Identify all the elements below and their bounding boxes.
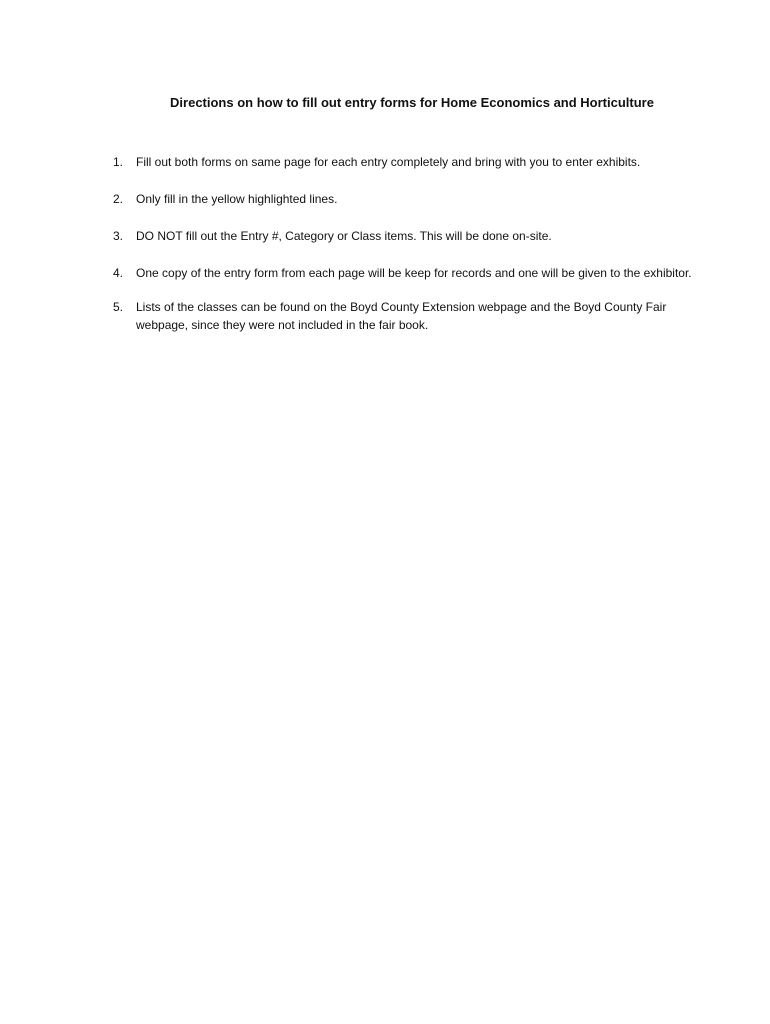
- direction-number: 4.: [113, 266, 124, 280]
- direction-item-2: [108, 190, 698, 208]
- direction-number: 3.: [113, 229, 124, 243]
- direction-number: 5.: [113, 300, 124, 314]
- direction-item-3: [108, 227, 698, 245]
- directions-list: [108, 153, 698, 353]
- direction-number: 1.: [113, 155, 124, 169]
- direction-text: DO NOT fill out the Entry #, Category or Class items. This will be done on-site.: [136, 229, 552, 243]
- direction-text: Only fill in the yellow highlighted lines.: [136, 192, 338, 206]
- direction-item-5: [108, 298, 698, 334]
- document-title: Directions on how to fill out entry forms for Home Economics and Horticulture: [170, 95, 654, 110]
- direction-item-4: [108, 264, 698, 282]
- direction-text: Fill out both forms on same page for each entry completely and bring with you to enter exhibits.: [136, 155, 641, 169]
- direction-item-1: [108, 153, 698, 171]
- direction-text: One copy of the entry form from each page will be keep for records and one will be given to the exhibitor.: [136, 266, 692, 280]
- direction-text: Lists of the classes can be found on the Boyd County Extension webpage and the Boyd County Fair webpage, since they were not included in the fair book.: [136, 300, 667, 332]
- direction-number: 2.: [113, 192, 124, 206]
